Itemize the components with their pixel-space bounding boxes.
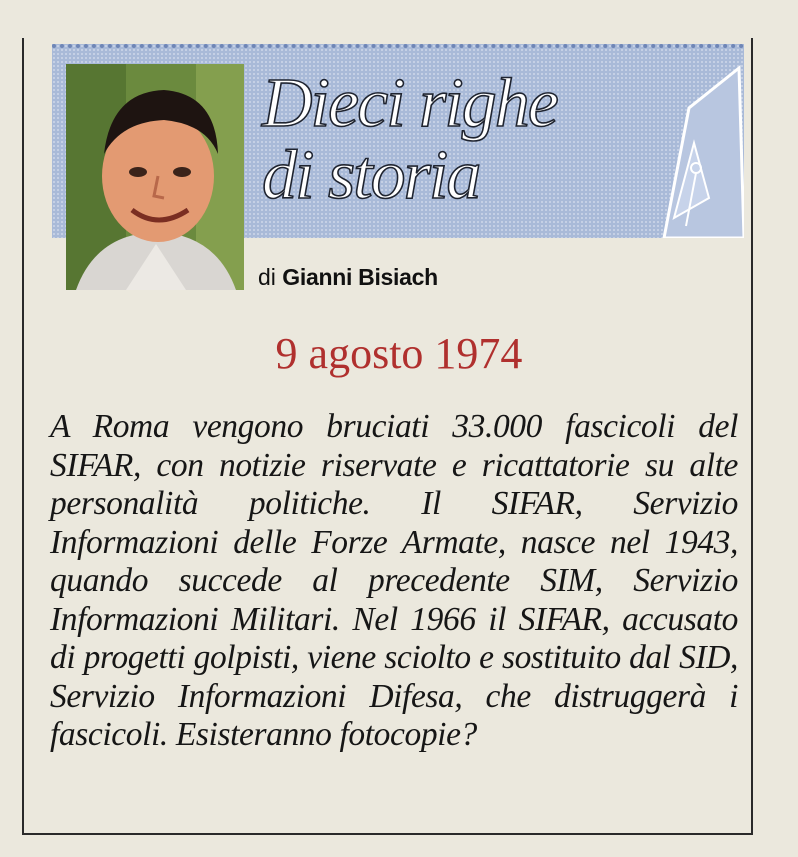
- article-date: 9 agosto 1974: [275, 329, 523, 378]
- author-photo: [66, 64, 244, 290]
- byline-prefix: di: [258, 264, 276, 290]
- byline: [258, 264, 438, 291]
- column-title-line2: di storia: [262, 137, 480, 214]
- author-name: Gianni Bisiach: [282, 264, 438, 290]
- column-title: [262, 65, 622, 214]
- article-body: A Roma vengono bruciati 33.000 fascicoli del SIFAR, con notizie riservate e ricattatorie su alte personalità politiche. Il SIFAR, Servizio Informazioni delle Forze Armate, nasce nel 1943, quando succede al precedente SIM, Servizio Informazioni Militari. Nel 1966 il SIFAR, accusato di progetti golpisti, viene sciolto e sostituito dal SID, Servizio Informazioni Difesa, che distruggerà i fascicoli. Esisteranno fotocopie?: [50, 408, 738, 753]
- fountain-pen-icon: [634, 48, 744, 238]
- author-portrait-image: [66, 64, 244, 290]
- column-title-line1: Dieci righe: [262, 65, 557, 142]
